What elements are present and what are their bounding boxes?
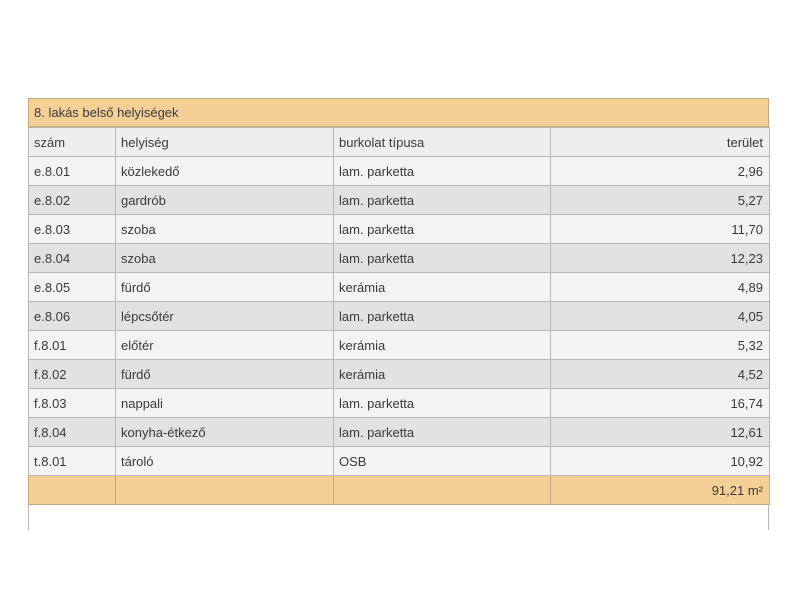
cell-szam: f.8.02 bbox=[29, 360, 116, 389]
cell-burkolat: lam. parketta bbox=[334, 244, 551, 273]
cell-helyiseg: közlekedő bbox=[116, 157, 334, 186]
cell-szam: e.8.03 bbox=[29, 215, 116, 244]
cell-helyiseg: gardrób bbox=[116, 186, 334, 215]
cell-terulet: 2,96 bbox=[551, 157, 770, 186]
cell-helyiseg: szoba bbox=[116, 244, 334, 273]
cell-burkolat: OSB bbox=[334, 447, 551, 476]
cell-burkolat: lam. parketta bbox=[334, 389, 551, 418]
cell-terulet: 10,92 bbox=[551, 447, 770, 476]
cell-helyiseg: szoba bbox=[116, 215, 334, 244]
cell-helyiseg: konyha-étkező bbox=[116, 418, 334, 447]
cell-szam: e.8.02 bbox=[29, 186, 116, 215]
total-empty-cell bbox=[334, 476, 551, 505]
cell-terulet: 4,52 bbox=[551, 360, 770, 389]
header-szam: szám bbox=[29, 128, 116, 157]
cell-terulet: 12,23 bbox=[551, 244, 770, 273]
cell-szam: f.8.04 bbox=[29, 418, 116, 447]
header-terulet: terület bbox=[551, 128, 770, 157]
cell-burkolat: lam. parketta bbox=[334, 302, 551, 331]
total-empty-cell bbox=[116, 476, 334, 505]
cell-helyiseg: előtér bbox=[116, 331, 334, 360]
cell-szam: f.8.03 bbox=[29, 389, 116, 418]
table-body bbox=[29, 157, 770, 505]
cell-helyiseg: fürdő bbox=[116, 273, 334, 302]
table-row bbox=[29, 273, 770, 302]
cell-burkolat: kerámia bbox=[334, 360, 551, 389]
table-row bbox=[29, 302, 770, 331]
cell-terulet: 12,61 bbox=[551, 418, 770, 447]
cell-terulet: 4,89 bbox=[551, 273, 770, 302]
cell-terulet: 16,74 bbox=[551, 389, 770, 418]
cell-terulet: 5,32 bbox=[551, 331, 770, 360]
cell-burkolat: lam. parketta bbox=[334, 186, 551, 215]
table-row bbox=[29, 389, 770, 418]
cell-burkolat: lam. parketta bbox=[334, 418, 551, 447]
total-area: 91,21 m² bbox=[551, 476, 770, 505]
cell-helyiseg: nappali bbox=[116, 389, 334, 418]
total-empty-cell bbox=[29, 476, 116, 505]
table-row bbox=[29, 215, 770, 244]
cell-burkolat: kerámia bbox=[334, 331, 551, 360]
table-row bbox=[29, 244, 770, 273]
total-row bbox=[29, 476, 770, 505]
table-row bbox=[29, 331, 770, 360]
table-row bbox=[29, 418, 770, 447]
table-row bbox=[29, 157, 770, 186]
cell-szam: e.8.04 bbox=[29, 244, 116, 273]
room-table-container bbox=[28, 98, 769, 530]
room-table bbox=[28, 127, 770, 505]
table-header-row bbox=[29, 128, 770, 157]
cell-terulet: 11,70 bbox=[551, 215, 770, 244]
cell-terulet: 5,27 bbox=[551, 186, 770, 215]
table-bottom-spacer bbox=[28, 505, 769, 530]
table-row bbox=[29, 186, 770, 215]
cell-szam: e.8.01 bbox=[29, 157, 116, 186]
cell-szam: t.8.01 bbox=[29, 447, 116, 476]
cell-helyiseg: fürdő bbox=[116, 360, 334, 389]
cell-burkolat: lam. parketta bbox=[334, 157, 551, 186]
cell-szam: e.8.05 bbox=[29, 273, 116, 302]
table-title: 8. lakás belső helyiségek bbox=[28, 98, 769, 127]
table-row bbox=[29, 447, 770, 476]
cell-szam: e.8.06 bbox=[29, 302, 116, 331]
cell-burkolat: kerámia bbox=[334, 273, 551, 302]
cell-szam: f.8.01 bbox=[29, 331, 116, 360]
header-helyiseg: helyiség bbox=[116, 128, 334, 157]
cell-helyiseg: tároló bbox=[116, 447, 334, 476]
cell-burkolat: lam. parketta bbox=[334, 215, 551, 244]
cell-helyiseg: lépcsőtér bbox=[116, 302, 334, 331]
table-row bbox=[29, 360, 770, 389]
cell-terulet: 4,05 bbox=[551, 302, 770, 331]
header-burkolat: burkolat típusa bbox=[334, 128, 551, 157]
